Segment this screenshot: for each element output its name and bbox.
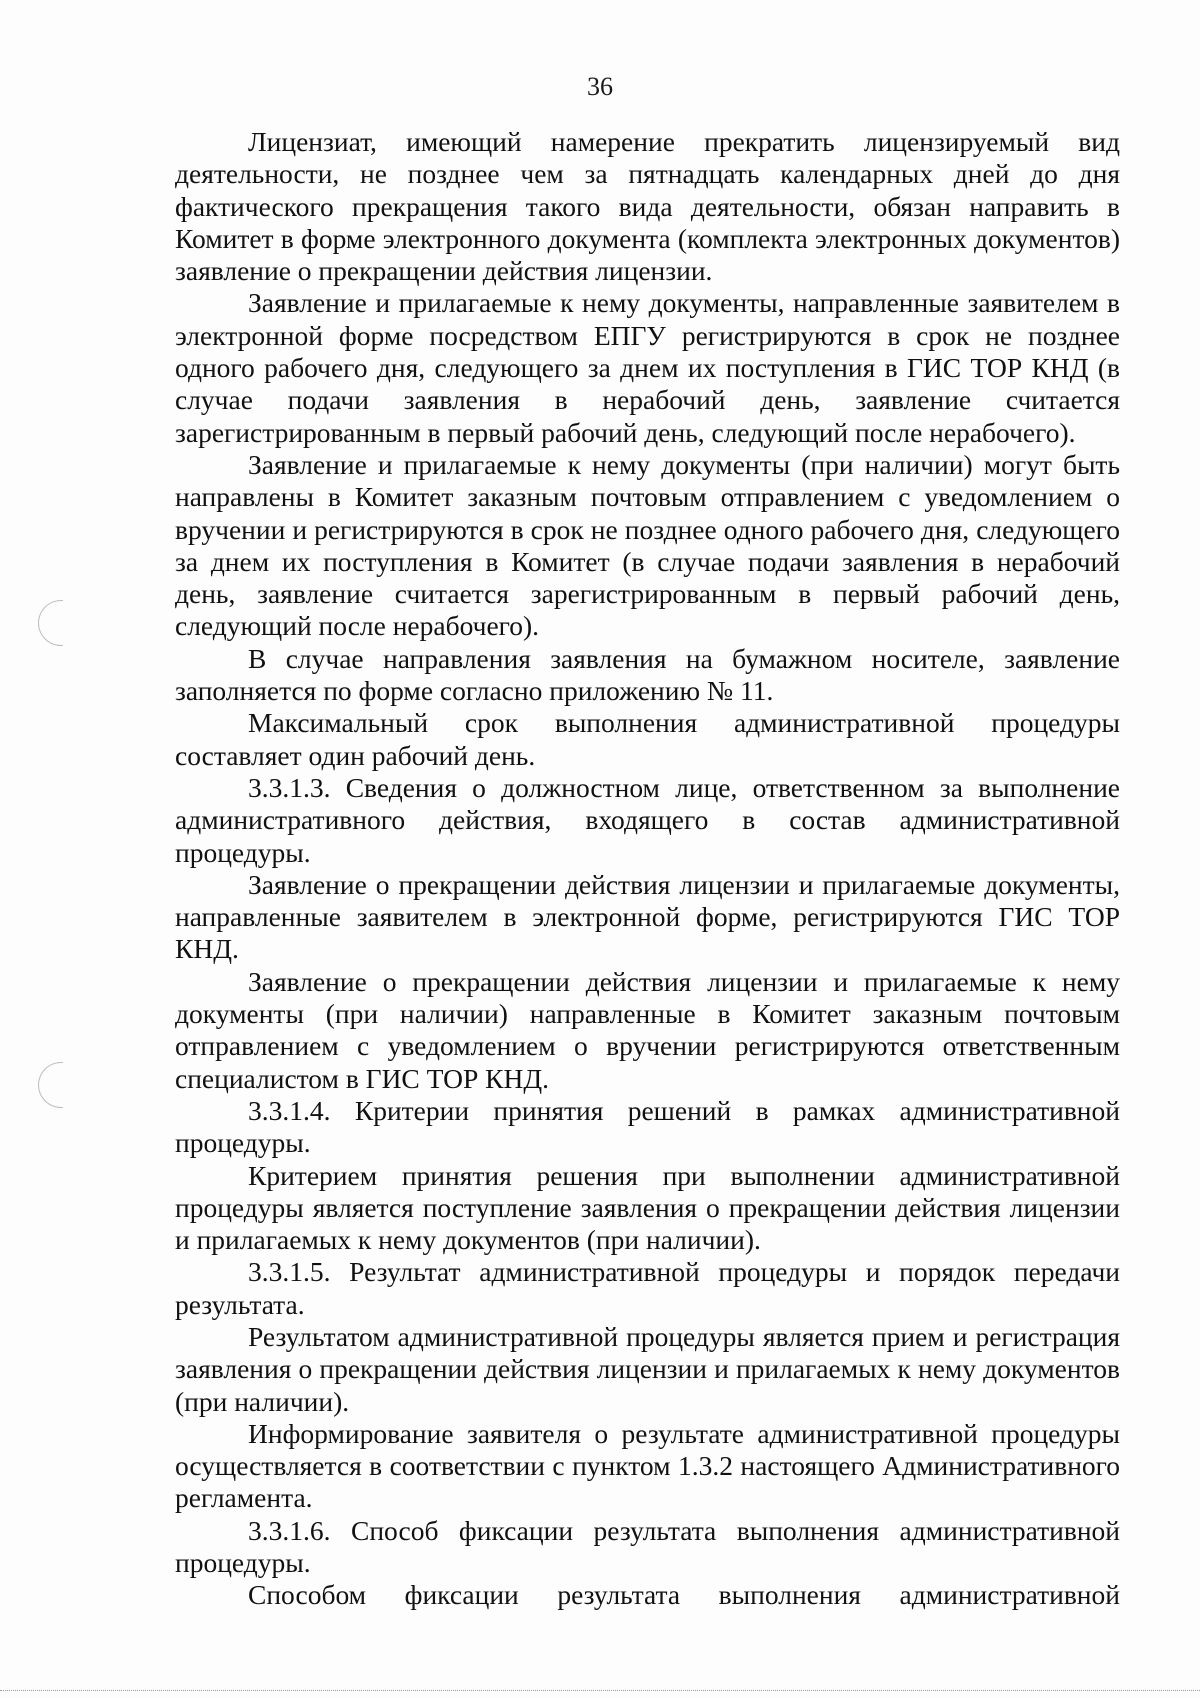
page-number: 36 [587,72,613,101]
paragraph: Заявление о прекращении действия лицензии и прилагаемые к нему документы (при наличии) направленные в Комитет заказным почтовым отправлением с уведомлением о вручении регистрируются ответственным специалистом в ГИС ТОР КНД. [175,965,1120,1094]
binder-hole-mark [38,600,63,646]
paragraph: Результатом административной процедуры является прием и регистрация заявления о прекращении действия лицензии и прилагаемых к нему документов (при наличии). [175,1320,1120,1417]
paragraph: Способом фиксации результата выполнения административной [248,1579,1120,1611]
paragraph: 3.3.1.6. Способ фиксации результата выполнения административной процедуры. [175,1514,1120,1579]
paragraph: 3.3.1.3. Сведения о должностном лице, ответственном за выполнение административного действия, входящего в состав административной процедуры. [175,771,1120,868]
paragraph: 3.3.1.5. Результат административной процедуры и порядок передачи результата. [175,1256,1120,1320]
paragraph: Информирование заявителя о результате административной процедуры осуществляется в соответствии с пунктом 1.3.2 настоящего Административного регламента. [175,1417,1120,1514]
binder-hole-mark [38,1062,63,1108]
document-body [175,126,1120,1612]
paragraph: Максимальный срок выполнения административной процедуры составляет один рабочий день. [175,707,1120,771]
paragraph: Заявление о прекращении действия лицензии и прилагаемые документы, направленные заявителем в электронной форме, регистрируются ГИС ТОР КНД. [175,868,1120,965]
paragraph: В случае направления заявления на бумажном носителе, заявление заполняется по форме согласно приложению № 11. [175,642,1120,707]
paragraph: Лицензиат, имеющий намерение прекратить лицензируемый вид деятельности, не позднее чем за пятнадцать календарных дней до дня фактического прекращения такого вида деятельности, обязан направить в Комитет в форме электронного документа (комплекта электронных документов) заявление о прекращении действия лицензии. [175,126,1120,287]
scan-edge-line [0,1690,1200,1691]
paragraph: Заявление и прилагаемые к нему документы (при наличии) могут быть направлены в Комитет заказным почтовым отправлением с уведомлением о вручении и регистрируются в срок не позднее одного рабочего дня, следующего за днем их поступления в Комитет (в случае подачи заявления в нерабочий день, заявление считается зарегистрированным в первый рабочий день, следующий после нерабочего). [175,448,1120,642]
paragraph: Критерием принятия решения при выполнении административной процедуры является поступление заявления о прекращении действия лицензии и прилагаемых к нему документов (при наличии). [175,1159,1120,1256]
paragraph: 3.3.1.4. Критерии принятия решений в рамках административной процедуры. [175,1094,1120,1159]
paragraph: Заявление и прилагаемые к нему документы, направленные заявителем в электронной форме посредством ЕПГУ регистрируются в срок не позднее одного рабочего дня, следующего за днем их поступления в ГИС ТОР КНД (в случае подачи заявления в нерабочий день, заявление считается зарегистрированным в первый рабочий день, следующий после нерабочего). [175,287,1120,448]
